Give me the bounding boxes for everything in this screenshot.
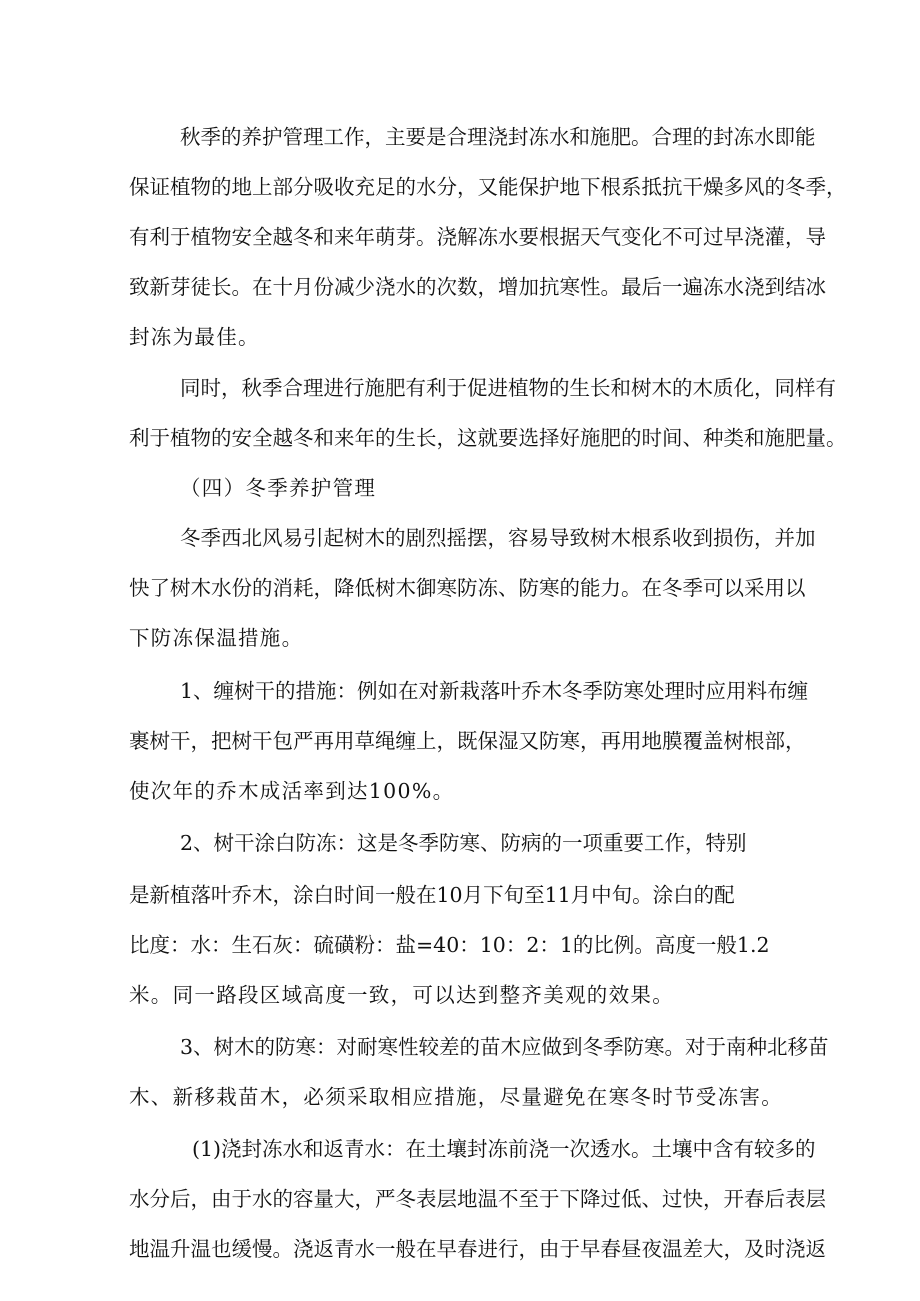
paragraph-2-line-1: 同时，秋季合理进行施肥有利于促进植物的生长和树木的木质化，同样有: [180, 376, 836, 400]
item-1-line-1: 1、缠树干的措施：例如在对新栽落叶乔木冬季防寒处理时应用料布缠: [180, 679, 809, 703]
item-2-line-1: 2、树干涂白防冻：这是冬季防寒、防病的一项重要工作，特别: [180, 831, 747, 855]
paragraph-1-line-4: 致新芽徒长。在十月份减少浇水的次数，增加抗寒性。最后一遍冻水浇到结冰: [129, 275, 826, 299]
paragraph-1-line-3: 有利于植物安全越冬和来年萌芽。浇解冻水要根据天气变化不可过早浇灌，导: [129, 225, 826, 249]
section-heading-winter-maintenance: （四）冬季养护管理: [180, 476, 377, 500]
paragraph-1-line-5: 封冻为最佳。: [129, 325, 260, 349]
paragraph-4-line-2: 快了树木水份的消耗，降低树木御寒防冻、防寒的能力。在冬季可以采用以: [129, 576, 806, 600]
item-3-line-2: 木、新移栽苗木，必须采取相应措施，尽量避免在寒冬时节受冻害。: [129, 1085, 783, 1109]
paragraph-1-line-2: 保证植物的地上部分吸收充足的水分，又能保护地下根系抵抗干燥多风的冬季，: [129, 175, 847, 199]
item-2-line-2: 是新植落叶乔木，涂白时间一般在10月下旬至11月中旬。涂白的配: [129, 883, 735, 907]
item-3-line-1: 3、树木的防寒：对耐寒性较差的苗木应做到冬季防寒。对于南种北移苗: [180, 1035, 829, 1059]
subitem-1-line-1: (1)浇封冻水和返青水：在土壤封冻前浇一次透水。土壤中含有较多的: [192, 1137, 816, 1161]
item-2-line-3: 比度：水：生石灰：硫磺粉：盐=40：10：2：1的比例。高度一般1.2: [129, 933, 770, 957]
item-2-line-4: 米。同一路段区域高度一致，可以达到整齐美观的效果。: [129, 983, 674, 1007]
paragraph-4-line-3: 下防冻保温措施。: [129, 626, 304, 650]
subitem-1-line-3: 地温升温也缓慢。浇返青水一般在早春进行，由于早春昼夜温差大，及时浇返: [129, 1237, 826, 1261]
item-1-line-2: 裹树干，把树干包严再用草绳缠上，既保湿又防寒，再用地膜覆盖树根部，: [129, 729, 806, 753]
paragraph-1-line-1: 秋季的养护管理工作，主要是合理浇封冻水和施肥。合理的封冻水即能: [180, 125, 816, 149]
item-1-line-3: 使次年的乔木成活率到达100%。: [129, 779, 455, 803]
paragraph-2-line-2: 利于植物的安全越冬和来年的生长，这就要选择好施肥的时间、种类和施肥量。: [129, 426, 847, 450]
paragraph-4-line-1: 冬季西北风易引起树木的剧烈摇摆，容易导致树木根系收到损伤，并加: [180, 526, 816, 550]
subitem-1-line-2: 水分后，由于水的容量大，严冬表层地温不至于下降过低、过快，开春后表层: [129, 1187, 826, 1211]
